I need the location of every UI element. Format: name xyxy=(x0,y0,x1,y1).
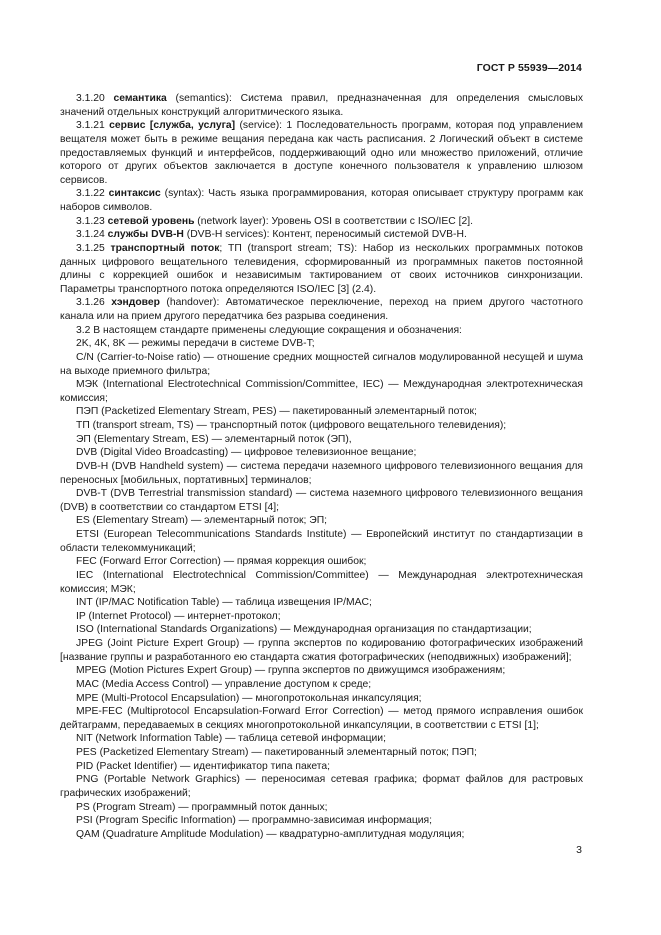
term-name: сервис [служба, услуга] xyxy=(109,120,236,132)
term-number: 3.1.23 xyxy=(76,215,105,227)
term-number: 3.1.26 xyxy=(76,297,105,309)
term-name: транспортный поток xyxy=(110,242,220,254)
abbreviation-entry: IP (Internet Protocol) — интернет-протокол; xyxy=(76,610,281,622)
term-entry xyxy=(60,215,583,229)
term-entry xyxy=(60,228,583,242)
abbreviation-entry: FEC (Forward Error Correction) — прямая коррекция ошибок; xyxy=(76,556,367,568)
abbreviation-entry: JPEG (Joint Picture Expert Group) — группа экспертов по кодированию фотографических изображений [название группы и разработанного ею стандарта сжатия фотографических (неподвижных) изображений]; xyxy=(60,638,583,663)
abbreviation-entry: PS (Program Stream) — программный поток данных; xyxy=(76,801,328,813)
abbreviation-entry: INT (IP/MAC Notification Table) — таблица извещения IP/MAC; xyxy=(76,597,372,609)
abbreviation-entry: 2K, 4K, 8K — режимы передачи в системе DVB-T; xyxy=(76,338,315,350)
abbreviation-entry: MAC (Media Access Control) — управление доступом к среде; xyxy=(76,678,372,690)
abbreviation-entry: PSI (Program Specific Information) — программно-зависимая информация; xyxy=(76,815,433,827)
abbreviation-entry: МЭК (International Electrotechnical Commission/Committee, IEC) — Международная электротехническая комиссия; xyxy=(60,379,583,404)
term-entry xyxy=(60,187,583,214)
term-name: хэндовер xyxy=(111,297,160,309)
page-number: 3 xyxy=(576,844,582,856)
abbreviation-entry: MPE-FEC (Multiprotocol Encapsulation-Forward Error Correction) — метод прямого исправления ошибок дейтаграмм, передаваемых в секциях многопротокольной инкапсуляции, в соответствии с ETSI [1]; xyxy=(60,706,583,731)
abbreviation-entry: DVB-H (DVB Handheld system) — система передачи наземного цифрового телевизионного вещания для переносных [мобильных, портативных] терминалов; xyxy=(60,460,583,486)
term-definition: ; ТП (transport stream; TS): Набор из нескольких программных потоков данных цифрового вещательного телевидения, сформированный из программных пакетов постоянной длины с коррекцией ошибок и независимым тактированием от своих источников синхронизации. Параметры транспортного потока определяются ISO/IEC [3] (2.4). xyxy=(60,242,583,295)
term-name: синтаксис xyxy=(108,188,161,200)
abbreviation-entry: IEC (International Electrotechnical Commission/Committee) — Международная электротехническая комиссия; МЭК; xyxy=(60,569,583,595)
page-header-standard: ГОСТ Р 55939—2014 xyxy=(476,62,582,74)
term-definition: (handover): Автоматическое переключение, переход на прием другого частотного канала или на прием другого передатчика без разрыва соединения. xyxy=(60,297,584,322)
term-entry xyxy=(60,296,583,323)
term-definition: (service): 1 Последовательность программ, которая под управлением вещателя может быть в режиме вещания передана как часть расписания. 2 Логический объект в системе предоставляемых функций и интерфейсов, поддерживающий одно или множество приложений, отличие которого от других объектов заключается в доступе конечного пользователя к управлению шлюзом сервисов. xyxy=(60,120,583,186)
abbreviation-entry: MPE (Multi-Protocol Encapsulation) — многопротокольная инкапсуляция; xyxy=(76,692,422,704)
abbreviation-entry: QAM (Quadrature Amplitude Modulation) — квадратурно-амплитудная модуляция; xyxy=(76,828,465,840)
term-name: службы DVB-H xyxy=(107,229,184,241)
abbreviation-entry: DVB-T (DVB Terrestrial transmission standard) — система наземного цифрового телевизионного вещания (DVB) в соответствии со стандартом ETSI [4]; xyxy=(60,488,583,513)
term-definition: (network layer): Уровень OSI в соответствии с ISO/IEC [2]. xyxy=(194,215,474,227)
term-number: 3.1.20 xyxy=(76,93,105,104)
term-number: 3.1.22 xyxy=(76,188,105,200)
term-name: сетевой уровень xyxy=(107,215,195,227)
term-definition: (semantics): Система правил, предназначенная для определения смысловых значений отдельных конструкций алгоритмического языка. xyxy=(60,93,584,118)
abbreviation-entry: DVB (Digital Video Broadcasting) — цифровое телевизионное вещание; xyxy=(76,447,417,459)
term-entry xyxy=(60,242,583,297)
abbreviation-entry: ISO (International Standards Organizations) — Международная организация по стандартизации; xyxy=(76,624,532,636)
abbreviations-intro: 3.2 В настоящем стандарте применены следующие сокращения и обозначения: xyxy=(76,324,462,336)
abbreviation-entry: MPEG (Motion Pictures Expert Group) — группа экспертов по движущимся изображениям; xyxy=(76,665,506,677)
abbreviation-entry: ТП (transport stream, TS) — транспортный поток (цифрового вещательного телевидения); xyxy=(76,420,507,431)
term-entry xyxy=(60,92,583,119)
term-name: семантика xyxy=(113,93,167,104)
term-number: 3.1.21 xyxy=(76,120,105,132)
abbreviation-entry: ES (Elementary Stream) — элементарный поток; ЭП; xyxy=(76,515,328,527)
abbreviation-entry: C/N (Carrier-to-Noise ratio) — отношение средних мощностей сигналов модулированной несущей и шума на выходе приемного фильтра; xyxy=(60,351,583,377)
term-number: 3.1.24 xyxy=(76,229,105,241)
abbreviation-entry: PNG (Portable Network Graphics) — переносимая сетевая графика; формат файлов для растровых графических изображений; xyxy=(60,774,583,799)
abbreviation-entry: ЭП (Elementary Stream, ES) — элементарный поток (ЭП), xyxy=(76,433,352,445)
abbreviation-entry: ПЭП (Packetized Elementary Stream, PES) — пакетированный элементарный поток; xyxy=(76,406,477,418)
term-entry xyxy=(60,119,583,187)
term-definition: (DVB-H services): Контент, переносимый системой DVB-H. xyxy=(183,229,467,241)
abbreviation-entry: ETSI (European Telecommunications Standards Institute) — Европейский институт по стандартизации в области телекоммуникаций; xyxy=(60,529,583,554)
abbreviation-entry: PID (Packet Identifier) — идентификатор типа пакета; xyxy=(76,760,331,772)
term-number: 3.1.25 xyxy=(76,242,105,254)
body-text xyxy=(60,92,583,841)
abbreviation-entry: PES (Packetized Elementary Stream) — пакетированный элементарный поток; ПЭП; xyxy=(76,747,477,758)
term-definition: (syntax): Часть языка программирования, которая описывает структуру программ как наборов символов. xyxy=(60,188,583,213)
abbreviation-entry: NIT (Network Information Table) — таблица сетевой информации; xyxy=(76,733,386,745)
